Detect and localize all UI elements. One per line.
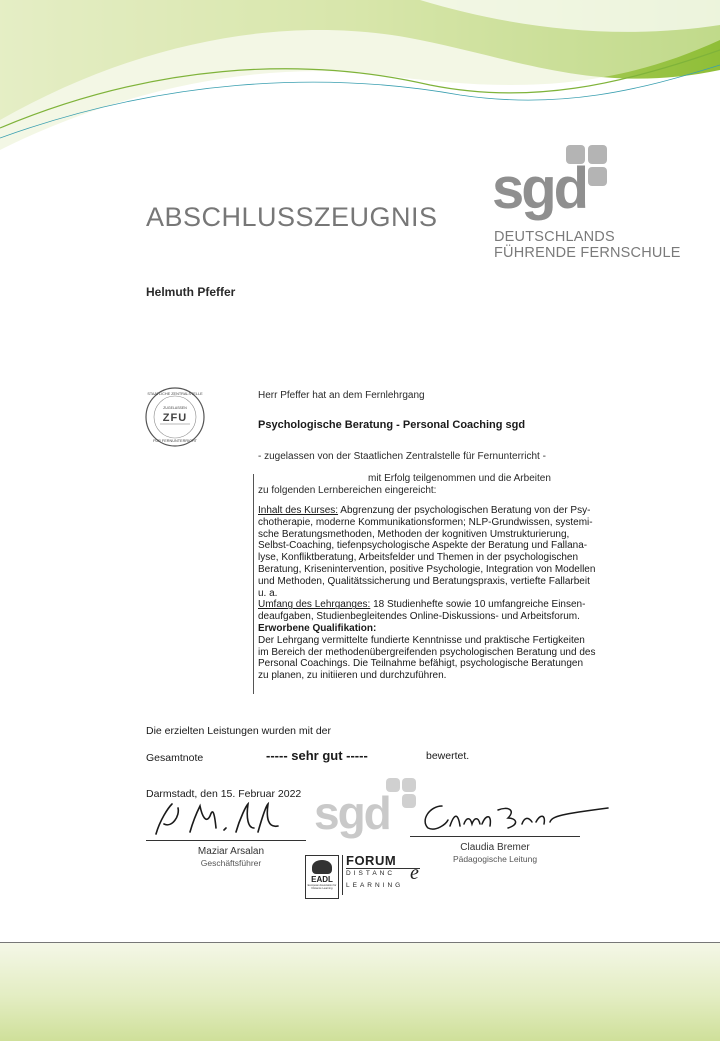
logo-tagline bbox=[494, 229, 681, 261]
grade-value: ----- sehr gut ----- bbox=[266, 748, 368, 763]
course-title: Psychologische Beratung - Personal Coaching sgd bbox=[258, 419, 526, 431]
scope-label: Umfang des Lehrganges: bbox=[258, 599, 371, 611]
eadl-subtext: European Association for Distance Learning bbox=[307, 884, 337, 890]
zfu-seal bbox=[144, 386, 206, 448]
scope-line bbox=[258, 599, 608, 611]
grade-label: Gesamtnote bbox=[146, 752, 204, 764]
margin-line bbox=[253, 474, 254, 694]
qualification-line: Der Lehrgang vermittelte fundierte Kenntnisse und praktische Fertigkeiten bbox=[258, 634, 585, 646]
content-label: Inhalt des Kurses: bbox=[258, 505, 339, 516]
footer-band bbox=[0, 942, 720, 1041]
course-content-paragraph bbox=[258, 505, 608, 682]
forum-divider bbox=[342, 855, 343, 895]
areas-text: zu folgenden Lernbereichen eingereicht: bbox=[258, 485, 437, 496]
scope-text: 18 Studienhefte sowie 10 umfangreiche Einsen- bbox=[370, 599, 586, 611]
content-line: chotherapie, moderne Kommunikationsformen; NLP-Grundwissen, systemi- bbox=[258, 516, 593, 528]
recipient-name: Helmuth Pfeffer bbox=[146, 285, 236, 299]
qualification-line: zu planen, zu initiieren und durchzuführen. bbox=[258, 670, 447, 682]
signature-right bbox=[412, 796, 612, 836]
logo-wordmark: sgd bbox=[492, 156, 587, 221]
intro-text: Herr Pfeffer hat an dem Fernlehrgang bbox=[258, 390, 425, 401]
seal-mid-text: ZUGELASSEN bbox=[163, 406, 187, 410]
eadl-text: EADL bbox=[311, 875, 333, 884]
qualification-line: Personal Coachings. Die Teilnahme befähigt, psychologische Beratungen bbox=[258, 658, 584, 670]
content-line: und Methoden, Qualitätssicherung und Beratungspraxis, vertiefte Fallarbeit bbox=[258, 575, 590, 587]
signatory-right-name: Claudia Bremer bbox=[460, 842, 530, 853]
content-text: Abgrenzung der psychologischen Beratung von der Psy- bbox=[338, 505, 591, 516]
forum-logo-sub1: DISTANC bbox=[346, 870, 396, 877]
success-text: mit Erfolg teilgenommen und die Arbeiten bbox=[368, 473, 551, 484]
signature-left bbox=[150, 798, 290, 840]
signature-line-right bbox=[410, 836, 580, 837]
sgd-logo bbox=[492, 140, 622, 230]
seal-bottom-text: FÜR FERNUNTERRICHT bbox=[153, 439, 197, 443]
qualification-label: Erworbene Qualifikation: bbox=[258, 622, 377, 634]
signature-line-left bbox=[146, 840, 306, 841]
document-title: ABSCHLUSSZEUGNIS bbox=[146, 202, 438, 232]
forum-underline bbox=[346, 868, 420, 869]
eadl-logo bbox=[305, 855, 339, 899]
logo-square bbox=[588, 145, 607, 164]
content-line: Selbst-Coaching, tiefenpsychologische Aspekte der Beratung und Fallana- bbox=[258, 540, 588, 552]
forum-logo-e: e bbox=[410, 862, 419, 884]
stamp-square bbox=[402, 778, 416, 792]
content-line: sche Beratungsmethoden, Methoden der kognitiven Umstrukturierung, bbox=[258, 528, 570, 540]
content-line: u. a. bbox=[258, 587, 278, 599]
content-line: lyse, Konfliktberatung, Arbeitsfelder und Themen in der psychologischen bbox=[258, 552, 579, 564]
logo-square bbox=[588, 167, 607, 186]
content-line: Beratung, Krisenintervention, positive Psychologie, Integration von Modellen bbox=[258, 563, 596, 575]
scope-line: deaufgaben, Studienbegleitendes Online-Diskussions- und Arbeitsforum. bbox=[258, 611, 580, 623]
result-intro: Die erzielten Leistungen wurden mit der bbox=[146, 725, 332, 737]
place-date: Darmstadt, den 15. Februar 2022 bbox=[146, 788, 302, 800]
tagline-line: DEUTSCHLANDS bbox=[494, 229, 615, 245]
seal-top-text: STAATLICHE ZENTRALSTELLE bbox=[147, 392, 203, 396]
signatory-right-role: Pädagogische Leitung bbox=[452, 854, 538, 864]
qualification-line: im Bereich der methodenübergreifenden psychologischen Beratung und des bbox=[258, 646, 596, 658]
sgd-stamp bbox=[314, 778, 414, 838]
signatory-left-role: Geschäftsführer bbox=[200, 858, 262, 868]
content-line bbox=[258, 505, 608, 517]
stamp-wordmark: sgd bbox=[314, 787, 390, 839]
approval-text: - zugelassen von der Staatlichen Zentralstelle für Fernunterricht - bbox=[258, 451, 546, 462]
grade-suffix: bewertet. bbox=[426, 750, 470, 762]
forum-logo-title: FORUM bbox=[346, 853, 397, 868]
seal-code: ZFU bbox=[162, 412, 188, 424]
tagline-line: FÜHRENDE FERNSCHULE bbox=[494, 245, 681, 261]
eadl-emblem bbox=[312, 860, 332, 874]
signatory-left-name: Maziar Arsalan bbox=[197, 846, 265, 857]
forum-logo-sub2: LEARNING bbox=[346, 882, 404, 889]
